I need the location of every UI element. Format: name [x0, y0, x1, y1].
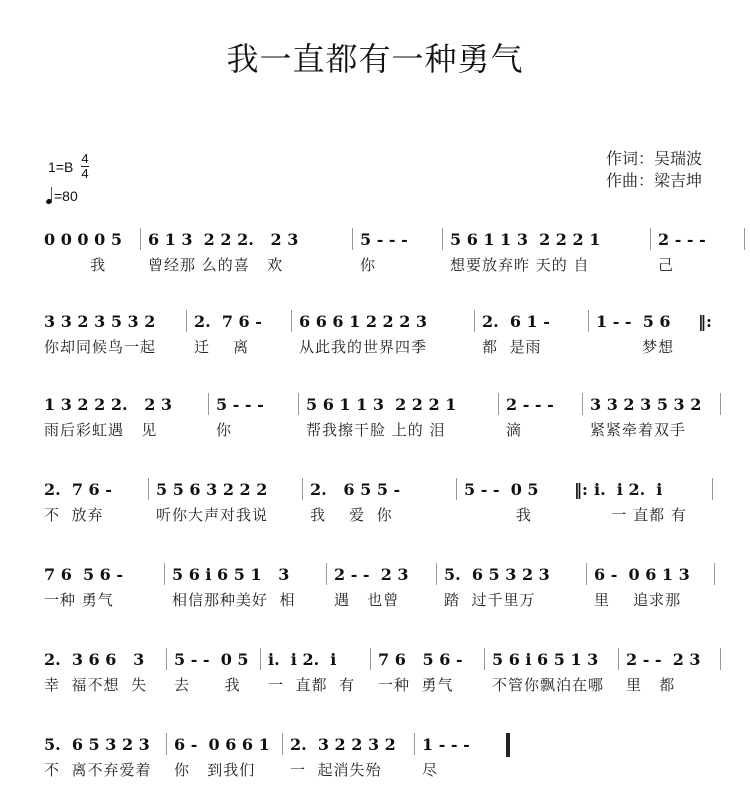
measure-notes: 7 6 5 6 -	[378, 650, 463, 669]
bar-line	[618, 648, 619, 670]
measure-notes: 3 3 2 3 5 3 2	[44, 312, 156, 331]
bar-line	[456, 478, 457, 500]
key-signature	[48, 152, 89, 181]
measure-lyrics: 滴	[506, 421, 523, 439]
bar-line	[436, 563, 437, 585]
credits	[606, 148, 702, 192]
measure-lyrics: 梦想	[596, 338, 675, 356]
measure-notes: 5. 6 5 3 2 3	[44, 735, 150, 754]
measure-notes: 5 6 i 6 5 1 3	[492, 650, 599, 669]
bar-line	[166, 733, 167, 755]
measure-notes: 2 - - 2 3	[626, 650, 701, 669]
bar-line	[370, 648, 371, 670]
bar-line	[164, 563, 165, 585]
bar-line	[260, 648, 261, 670]
bar-line	[291, 310, 292, 332]
measure-lyrics: 你 到我们	[174, 761, 256, 779]
repeat-start-sign: ‖:	[698, 312, 712, 331]
bar-line	[186, 310, 187, 332]
measure-notes: 2 - - 2 3	[334, 565, 409, 584]
measure-lyrics: 都 是雨	[482, 338, 542, 356]
measure-notes: 6 - 0 6 6 1	[174, 735, 270, 754]
measure-lyrics: 里 追求那	[594, 591, 682, 609]
measure-lyrics: 己	[658, 256, 675, 274]
measure-notes: 2. 6 5 5 -	[310, 480, 401, 499]
measure-notes: 5 6 1 1 3 2 2 2 1	[450, 230, 601, 249]
measure-lyrics: 紧紧牵着双手	[590, 421, 687, 439]
measure-lyrics: 不管你飘泊在哪	[492, 676, 605, 694]
lyricist: 作词：吴瑞波	[605, 149, 702, 168]
measure-notes: 5 6 i 6 5 1 3	[172, 565, 290, 584]
measure-notes: 6 1 3 2 2 2. 2 3	[148, 230, 299, 249]
quarter-note-icon	[46, 188, 52, 204]
measure-lyrics: 雨后彩虹遇 见	[44, 421, 158, 439]
measure-notes: 5 - - -	[360, 230, 408, 249]
bar-line	[720, 648, 721, 670]
measure-notes: 0 0 0 0 5	[44, 230, 122, 249]
measure-notes: 5 - - 0 5	[174, 650, 249, 669]
bar-line	[442, 228, 443, 250]
bar-line	[714, 563, 715, 585]
bar-line	[582, 393, 583, 415]
measure-notes: 2 - - -	[506, 395, 554, 414]
bar-line	[498, 393, 499, 415]
measure-lyrics: 从此我的世界四季	[299, 338, 428, 356]
bar-line	[298, 393, 299, 415]
final-bar-line	[506, 733, 510, 757]
tempo-value: =80	[54, 188, 78, 204]
measure-lyrics: 我	[44, 256, 107, 274]
bar-line	[588, 310, 589, 332]
bar-line	[148, 478, 149, 500]
measure-lyrics: 想要放弃昨 天的 自	[450, 256, 590, 274]
measure-lyrics: 遇 也曾	[334, 591, 400, 609]
time-signature	[81, 152, 88, 181]
measure-notes: 5 5 6 3 2 2 2	[156, 480, 268, 499]
measure-lyrics: 你却同候鸟一起	[44, 338, 157, 356]
measure-lyrics: 听你大声对我说	[156, 506, 269, 524]
measure-notes: 1 3 2 2 2. 2 3	[44, 395, 173, 414]
measure-notes: 5 - - -	[216, 395, 264, 414]
measure-lyrics: 你	[216, 421, 233, 439]
bar-line	[720, 393, 721, 415]
measure-notes: 5 6 1 1 3 2 2 2 1	[306, 395, 457, 414]
measure-notes: 6 - 0 6 1 3	[594, 565, 690, 584]
repeat-start-sign: ‖:	[574, 480, 588, 499]
measure-lyrics: 我	[464, 506, 532, 524]
bar-line	[166, 648, 167, 670]
measure-notes: i. i 2. i	[268, 650, 337, 669]
bar-line	[650, 228, 651, 250]
measure-lyrics: 你	[360, 256, 377, 274]
measure-lyrics: 曾经那 么的喜 欢	[148, 256, 284, 274]
bar-line	[484, 648, 485, 670]
measure-lyrics: 幸 福不想 失	[44, 676, 148, 694]
measure-lyrics: 尽	[422, 761, 439, 779]
measure-notes: 1 - - -	[422, 735, 470, 754]
measure-notes: 6 6 6 1 2 2 2 3	[299, 312, 428, 331]
measure-notes: 2. 3 2 2 3 2	[290, 735, 396, 754]
measure-notes: 1 - - 5 6	[596, 312, 671, 331]
bar-line	[712, 478, 713, 500]
bar-line	[474, 310, 475, 332]
bar-line	[208, 393, 209, 415]
bar-line	[414, 733, 415, 755]
measure-lyrics: 不 离不弃爱着	[44, 761, 152, 779]
composer: 作曲：梁吉坤	[605, 171, 702, 190]
measure-lyrics: 一 起消失殆	[290, 761, 382, 779]
measure-lyrics: 一 直都 有	[594, 506, 687, 524]
bar-line	[302, 478, 303, 500]
measure-notes: 2. 6 1 -	[482, 312, 550, 331]
bar-line	[352, 228, 353, 250]
measure-notes: 3 3 2 3 5 3 2	[590, 395, 702, 414]
measure-lyrics: 迁 离	[194, 338, 250, 356]
measure-notes: i. i 2. i	[594, 480, 663, 499]
measure-notes: 5. 6 5 3 2 3	[444, 565, 550, 584]
measure-lyrics: 一种 勇气	[44, 591, 114, 609]
measure-notes: 5 - - 0 5	[464, 480, 539, 499]
measure-notes: 2. 7 6 -	[194, 312, 262, 331]
measure-lyrics: 踏 过千里万	[444, 591, 536, 609]
bar-line	[140, 228, 141, 250]
measure-lyrics: 不 放弃	[44, 506, 104, 524]
time-numerator: 4	[81, 151, 89, 166]
measure-notes: 7 6 5 6 -	[44, 565, 124, 584]
measure-notes: 2. 3 6 6 3	[44, 650, 145, 669]
measure-lyrics: 一种 勇气	[378, 676, 454, 694]
measure-lyrics: 一 直都 有	[268, 676, 356, 694]
time-denominator: 4	[81, 166, 89, 181]
tempo-marking	[46, 188, 78, 204]
bar-line	[744, 228, 745, 250]
bar-line	[586, 563, 587, 585]
key-tonic: 1=B	[48, 158, 74, 175]
measure-lyrics: 帮我擦干脸 上的 泪	[306, 421, 446, 439]
measure-lyrics: 里 都	[626, 676, 676, 694]
measure-notes: 2 - - -	[658, 230, 706, 249]
measure-lyrics: 去 我	[174, 676, 241, 694]
bar-line	[326, 563, 327, 585]
measure-lyrics: 相信那种美好 相	[172, 591, 296, 609]
bar-line	[282, 733, 283, 755]
song-title: 我一直都有一种勇气	[226, 40, 524, 78]
measure-notes: 2. 7 6 -	[44, 480, 112, 499]
measure-lyrics: 我 爱 你	[310, 506, 393, 524]
